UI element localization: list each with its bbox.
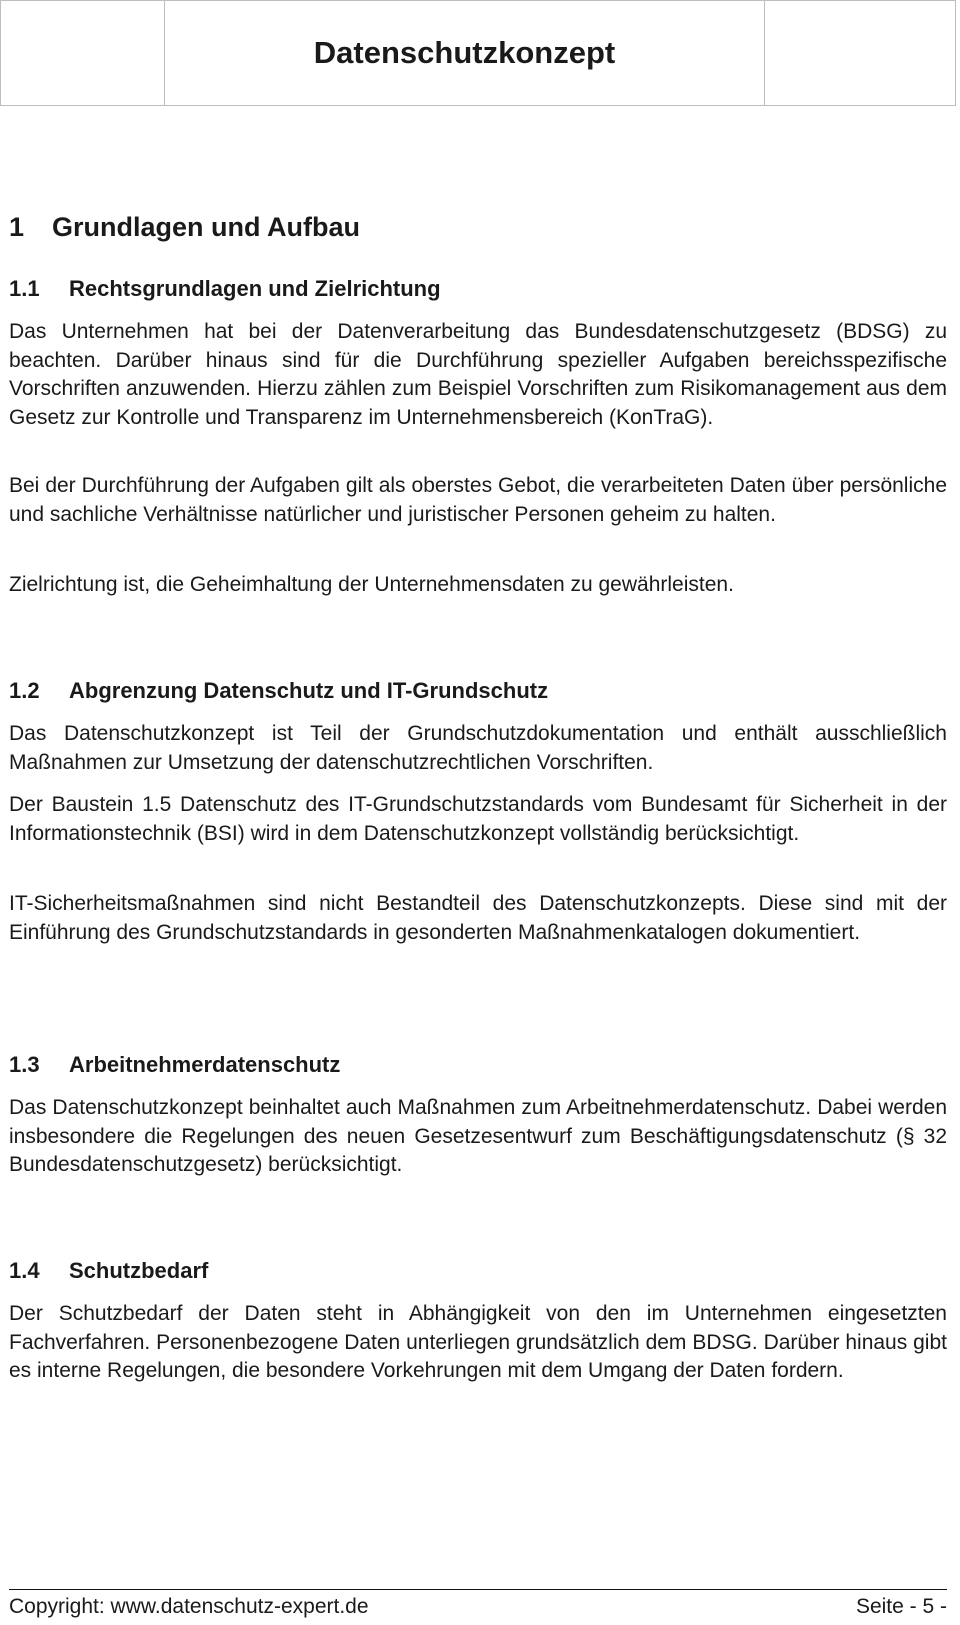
section-body-1-2c: [9, 890, 947, 947]
paragraph: Das Datenschutzkonzept beinhaltet auch Maßnahmen zum Arbeitnehmerdatenschutz. Dabei werden insbesondere die Regelungen des neuen Gesetzesentwurf zum Beschäftigungsdatenschutz (§ 32 Bundesdatenschutzgesetz) berücksichtigt.: [9, 1096, 947, 1177]
paragraph: Zielrichtung ist, die Geheimhaltung der Unternehmensdaten zu gewährleisten.: [9, 573, 734, 596]
section-body-1-1: [9, 318, 947, 432]
paragraph: IT-Sicherheitsmaßnahmen sind nicht Bestandteil des Datenschutzkonzepts. Diese sind mit der Einführung des Grundschutzstandards in gesonderten Maßnahmenkatalogen dokumentiert.: [9, 892, 947, 944]
document-title: Datenschutzkonzept: [165, 1, 765, 106]
section-body-1-2: [9, 720, 947, 777]
section-body-1-2b: [9, 791, 947, 848]
chapter-title: Grundlagen und Aufbau: [52, 212, 360, 242]
header-cell-left: [1, 1, 165, 106]
chapter-number: 1: [9, 212, 25, 242]
footer-divider: [9, 1589, 947, 1590]
section-heading-1-2: [9, 678, 548, 704]
section-body-1-1b: [9, 472, 947, 529]
header-table: [0, 0, 956, 106]
footer-copyright: Copyright: www.datenschutz-expert.de: [9, 1595, 369, 1618]
section-title: Schutzbedarf: [69, 1258, 209, 1283]
section-title: Arbeitnehmerdatenschutz: [69, 1052, 341, 1077]
section-number: 1.4: [9, 1258, 40, 1283]
paragraph: Bei der Durchführung der Aufgaben gilt als oberstes Gebot, die verarbeiteten Daten über persönliche und sachliche Verhältnisse natürlicher und juristischer Personen geheim zu halten.: [9, 474, 947, 526]
paragraph: Der Schutzbedarf der Daten steht in Abhängigkeit von den im Unternehmen eingesetzten Fachverfahren. Personenbezogene Daten unterliegen grundsätzlich dem BDSG. Darüber hinaus gibt es interne Regelungen, die besondere Vorkehrungen mit dem Umgang der Daten fordern.: [9, 1302, 947, 1383]
header-cell-right: [765, 1, 956, 106]
paragraph: Der Baustein 1.5 Datenschutz des IT-Grundschutzstandards vom Bundesamt für Sicherheit in der Informationstechnik (BSI) wird in dem Datenschutzkonzept vollständig berücksichtigt.: [9, 793, 947, 845]
section-body-1-4: [9, 1300, 947, 1386]
section-number: 1.1: [9, 276, 40, 301]
section-heading-1-3: [9, 1052, 340, 1078]
section-number: 1.3: [9, 1052, 40, 1077]
section-body-1-1c: [9, 571, 947, 600]
page-number: Seite - 5 -: [855, 1595, 947, 1618]
section-body-1-3: [9, 1094, 947, 1180]
section-number: 1.2: [9, 678, 40, 703]
chapter-heading: [9, 212, 360, 243]
section-heading-1-1: [9, 276, 441, 302]
footer: [9, 1595, 947, 1619]
paragraph: Das Unternehmen hat bei der Datenverarbeitung das Bundesdatenschutzgesetz (BDSG) zu beachten. Darüber hinaus sind für die Durchführung spezieller Aufgaben bereichsspezifische Vorschriften anzuwenden. Hierzu zählen zum Beispiel Vorschriften zum Risikomanagement aus dem Gesetz zur Kontrolle und Transparenz im Unternehmensbereich (KonTraG).: [9, 320, 947, 429]
paragraph: Das Datenschutzkonzept ist Teil der Grundschutzdokumentation und enthält ausschließlich Maßnahmen zur Umsetzung der datenschutzrechtlichen Vorschriften.: [9, 722, 947, 774]
section-title: Abgrenzung Datenschutz und IT-Grundschutz: [69, 678, 549, 703]
section-heading-1-4: [9, 1258, 208, 1284]
section-title: Rechtsgrundlagen und Zielrichtung: [69, 276, 441, 301]
